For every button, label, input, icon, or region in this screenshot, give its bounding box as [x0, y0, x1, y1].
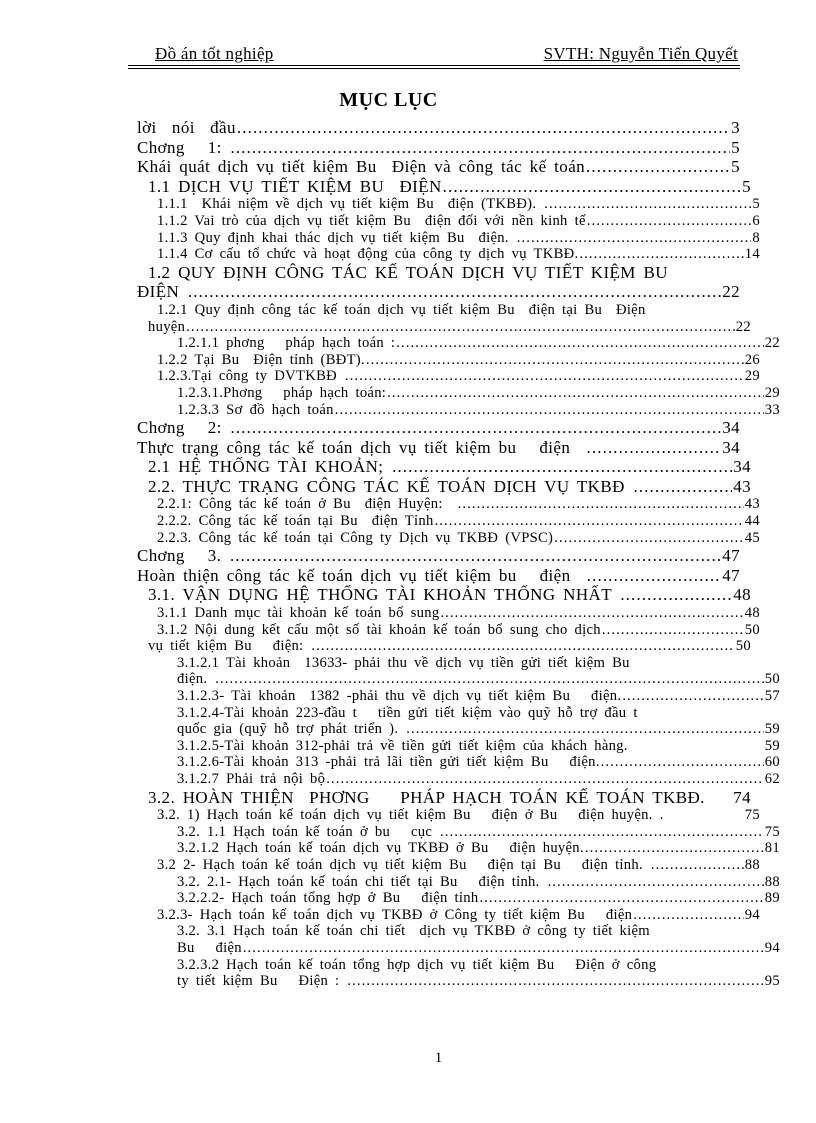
toc-entry: [137, 138, 740, 158]
toc-entry-text: 3.1.2.4-Tài khoản 223-đầu t tiền gửi tiết kiệm vào quỹ hỗ trợ đầu t: [177, 704, 638, 721]
toc-entry: [137, 402, 780, 419]
toc-leader-dots: [335, 402, 764, 419]
toc-page-number: 5: [742, 176, 751, 196]
toc-entry-text: vụ tiết kiệm Bu điện:: [148, 638, 311, 655]
toc-page-number: 33: [764, 401, 780, 418]
toc-entry-text: 3.1.2 Nội dung kết cấu một số tài khoản kế toán bổ sung cho dịch: [157, 621, 601, 638]
toc-entry-text: Hoàn thiện công tác kế toán dịch vụ tiết kiệm bu điện: [137, 565, 586, 585]
toc-entry-text: 3.1.2.1 Tài khoản 13633- phải thu về dịch vụ tiền gửi tiết kiệm Bu: [177, 654, 630, 671]
toc-page-number: 60: [764, 754, 780, 771]
toc-entry-text: 2.2.3. Công tác kế toán tại Công ty Dịch vụ TKBĐ (VPSC): [157, 529, 554, 546]
toc-entry-text: 3.1.2.5-Tài khoản 312-phải trả về tiền gửi tiết kiệm của khách hàng.: [177, 737, 635, 754]
toc-page-number: 8: [752, 229, 760, 246]
toc-page-number: 50: [764, 671, 780, 688]
toc-entry: [137, 738, 780, 755]
toc-entry: [137, 438, 740, 458]
toc-entry-text: 1.2 QUY ĐỊNH CÔNG TÁC KẾ TOÁN DỊCH VỤ TIẾT KIỆM BU: [148, 262, 668, 282]
toc-page-number: 48: [744, 605, 760, 622]
toc-entry-text: 3.1.2.6-Tài khoản 313 -phải trả lãi tiền gửi tiết kiệm Bu điện.: [177, 754, 600, 771]
toc-page-number: 29: [764, 384, 780, 401]
toc-entry: [137, 263, 751, 283]
toc-page-number: 43: [744, 496, 760, 513]
toc-entry: [137, 840, 780, 857]
toc-entry: [137, 213, 760, 230]
toc-leader-dots: [586, 157, 730, 177]
toc-page-number: 22: [722, 282, 740, 302]
toc-leader-dots: [237, 118, 730, 138]
toc-entry-text: 1.1.4 Cơ cấu tổ chức và hoạt động của công ty dịch vụ TKBĐ.: [157, 246, 579, 263]
toc-entry-text: 1.1.2 Vai trò của dịch vụ tiết kiệm Bu điện đối với nền kinh tế: [157, 212, 586, 229]
toc-leader-dots: [387, 385, 764, 402]
toc-page-number: 62: [764, 770, 780, 787]
toc-page-number: 88: [744, 856, 760, 873]
toc-leader-dots: [311, 638, 734, 655]
toc-entry: [137, 857, 760, 874]
toc-leader-dots: [188, 282, 721, 302]
header-rule-bottom: [128, 68, 740, 69]
toc-entry-text: 3.2.3- Hạch toán kế toán dịch vụ TKBĐ ở Công ty tiết kiệm Bu điện: [157, 906, 633, 923]
toc-leader-dots: [587, 438, 722, 458]
toc-entry: [137, 655, 780, 672]
toc-entry-text: 1.2.3.Tại công ty DVTKBĐ: [157, 368, 344, 385]
toc-leader-dots: [651, 857, 744, 874]
toc-page-number: 47: [722, 546, 740, 566]
toc-entry: [137, 638, 751, 655]
toc-entry: [137, 622, 760, 639]
toc-leader-dots: [458, 496, 744, 513]
toc-page-number: 57: [764, 688, 780, 704]
toc-leader-dots: [366, 352, 744, 369]
toc-entry-text: Chơng 3.: [137, 546, 229, 566]
toc-leader-dots: [392, 457, 732, 477]
toc-entry: [137, 513, 760, 530]
toc-page-number: 43: [733, 476, 751, 496]
toc-entry-text: 3.2. 1.1 Hạch toán kế toán ở bu cục: [177, 823, 440, 840]
toc-leader-dots: [587, 213, 752, 230]
toc-leader-dots: [620, 585, 732, 605]
toc-entry: [137, 335, 780, 352]
toc-entry: [137, 496, 760, 513]
toc-entry: [137, 973, 780, 990]
toc-page-number: 94: [744, 906, 760, 923]
toc-entry-text: Chơng 2:: [137, 418, 230, 438]
toc-entry-text: 3.2.2.2- Hạch toán tổng hợp ở Bu điện tỉnh: [177, 890, 479, 907]
toc-entry-text: 1.2.3.1.Phơng pháp hạch toán:: [177, 384, 387, 401]
toc-leader-dots: [633, 907, 744, 924]
toc-entry-text: Chơng 1:: [137, 137, 230, 157]
toc-leader-dots: [186, 319, 735, 336]
toc-page-number: 74: [733, 787, 751, 807]
toc-leader-dots: [230, 418, 721, 438]
toc-entry: [137, 688, 780, 705]
header-rule-top: [128, 65, 740, 66]
toc-page-number: 6: [752, 212, 760, 229]
toc-entry-text: 3.1. VẬN DỤNG HỆ THỐNG TÀI KHOẢN THỐNG NHẤT: [148, 585, 620, 605]
toc-entry: [137, 721, 780, 738]
toc-entry: [137, 177, 751, 197]
toc-page-number: 59: [764, 721, 780, 738]
toc-page-number: 44: [744, 513, 760, 530]
toc-entry-text: 2.2.2. Công tác kế toán tại Bu điện Tỉnh: [157, 513, 434, 530]
toc-page-number: 14: [744, 246, 760, 263]
toc-entry: [137, 546, 740, 566]
toc-page-number: 48: [733, 585, 751, 605]
toc-leader-dots: [585, 840, 764, 857]
toc-entry-text: 3.2 2- Hạch toán kế toán dịch vụ tiết kiệm Bu điện tại Bu điện tỉnh.: [157, 856, 650, 873]
toc-page-number: 34: [733, 457, 751, 477]
toc-entry: [137, 874, 780, 891]
toc-leader-dots: [435, 513, 744, 530]
header-text-row: [128, 44, 740, 64]
toc-page-number: 29: [744, 368, 760, 385]
toc-entry-text: 3.1.2.7 Phải trả nội bộ: [177, 770, 326, 787]
toc-entry: [137, 940, 780, 957]
toc-leader-dots: [345, 368, 744, 385]
toc-entry: [137, 824, 780, 841]
toc-leader-dots: [326, 771, 764, 788]
toc-entry-text: ty tiết kiệm Bu Điện :: [177, 973, 347, 990]
toc-entry: [137, 196, 760, 213]
toc-list: [137, 118, 780, 990]
toc-page-number: 3: [731, 118, 740, 137]
toc-leader-dots: [215, 671, 764, 688]
footer-page-number: 1: [434, 1050, 443, 1066]
toc-page-number: 88: [764, 873, 780, 890]
toc-leader-dots: [479, 890, 763, 907]
toc-leader-dots: [440, 824, 764, 841]
header-right-text: SVTH: Nguyễn Tiến Quyết: [543, 44, 738, 63]
toc-entry-text: ĐIỆN: [137, 282, 187, 302]
toc-entry: [137, 385, 780, 402]
toc-leader-dots: [440, 605, 743, 622]
toc-entry: [137, 807, 760, 824]
toc-entry-text: huyện: [148, 318, 186, 335]
toc-entry: [137, 230, 760, 247]
toc-entry-text: lời nói đầu: [137, 118, 236, 137]
toc-entry: [137, 282, 740, 302]
toc-entry: [137, 368, 760, 385]
toc-page-number: 95: [764, 973, 780, 990]
header-left-text: Đồ án tốt nghiệp: [155, 44, 274, 63]
toc-entry-text: quốc gia (quỹ hỗ trợ phát triển ).: [177, 721, 406, 738]
toc-entry: [137, 754, 780, 771]
toc-leader-dots: [243, 940, 764, 957]
toc-entry-text: 2.1 HỆ THỐNG TÀI KHOẢN;: [148, 457, 392, 477]
toc-title: MỤC LỤC: [339, 89, 438, 111]
toc-entry: [137, 319, 751, 336]
toc-entry-text: 1.2.2 Tại Bu Điện tỉnh (BĐT).: [157, 351, 365, 368]
toc-entry-text: 1.2.1 Quy định công tác kế toán dịch vụ tiết kiệm Bu điện tại Bu Điện: [157, 301, 646, 318]
toc-leader-dots: [633, 477, 732, 497]
toc-entry: [137, 605, 760, 622]
toc-entry-text: 1.1.1 Khái niệm về dịch vụ tiết kiệm Bu điện (TKBĐ).: [157, 196, 544, 213]
page-content: [137, 44, 780, 990]
toc-leader-dots: [622, 688, 763, 705]
toc-entry: [137, 771, 780, 788]
toc-leader-dots: [443, 177, 741, 197]
toc-leader-dots: [347, 973, 763, 990]
toc-entry-text: 3.2.3.2 Hạch toán kế toán tổng hợp dịch vụ tiết kiệm Bu Điện ở công: [177, 956, 657, 973]
toc-page-number: 34: [722, 437, 740, 457]
toc-entry-text: điện.: [177, 671, 215, 688]
toc-entry-text: 3.1.2.3- Tài khoản 1382 -phải thu về dịch vụ tiết kiệm Bu điện.: [177, 688, 622, 704]
toc-page-number: 34: [722, 418, 740, 438]
toc-entry-text: 2.2. THỰC TRẠNG CÔNG TÁC KẾ TOÁN DỊCH VỤ TKBĐ: [148, 476, 633, 496]
toc-leader-dots: [406, 721, 764, 738]
toc-entry: [137, 418, 740, 438]
toc-page-number: 50: [735, 638, 751, 655]
toc-entry: [137, 477, 751, 497]
toc-page-number: 5: [731, 157, 740, 177]
toc-leader-dots: [396, 335, 764, 352]
toc-entry-text: 1.2.1.1 phơng pháp hạch toán :: [177, 335, 396, 352]
toc-entry-text: 3.1.1 Danh mục tài khoản kế toán bổ sung: [157, 605, 440, 622]
toc-entry-text: 3.2.1.2 Hạch toán kế toán dịch vụ TKBĐ ở Bu điện huyện.: [177, 840, 584, 857]
toc-leader-dots: [554, 530, 744, 547]
toc-entry: [137, 246, 760, 263]
toc-entry-text: 1.2.3.3 Sơ đồ hạch toán: [177, 401, 334, 418]
toc-entry: [137, 788, 751, 808]
toc-page-number: 22: [735, 318, 751, 335]
toc-entry-text: Bu điện: [177, 939, 242, 956]
toc-entry: [137, 671, 780, 688]
toc-page-number: 45: [744, 529, 760, 546]
toc-entry: [137, 957, 780, 974]
toc-entry: [137, 907, 760, 924]
toc-page-number: 59: [764, 737, 780, 754]
toc-page-number: 22: [764, 335, 780, 352]
toc-entry: [137, 352, 760, 369]
toc-entry-text: 3.2. 1) Hạch toán kế toán dịch vụ tiết kiệm Bu điện ở Bu điện huyện. .: [157, 807, 664, 824]
toc-entry-text: 3.2. 2.1- Hạch toán kế toán chi tiết tại Bu điện tỉnh.: [177, 873, 547, 890]
toc-page-number: 50: [744, 621, 760, 638]
toc-entry: [137, 118, 740, 138]
toc-entry-text: 1.1 DỊCH VỤ TIẾT KIỆM BU ĐIỆN: [148, 176, 442, 196]
toc-page-number: 75: [764, 823, 780, 840]
toc-page-number: 26: [744, 351, 760, 368]
toc-leader-dots: [587, 566, 721, 586]
toc-entry-text: 2.2.1: Công tác kế toán ở Bu điện Huyện:: [157, 496, 457, 513]
toc-page-number: 94: [764, 939, 780, 956]
toc-page-number: 89: [764, 890, 780, 907]
toc-entry-text: Khái quát dịch vụ tiết kiệm Bu Điện và công tác kế toán: [137, 157, 586, 177]
toc-entry-text: 1.1.3 Quy định khai thác dịch vụ tiết kiệm Bu điện.: [157, 229, 516, 246]
toc-page-number: 5: [752, 196, 760, 213]
toc-leader-dots: [230, 546, 721, 566]
toc-leader-dots: [579, 246, 743, 263]
toc-entry-text: 3.2. HOÀN THIỆN PHƠNG PHÁP HẠCH TOÁN KẾ TOÁN TKBĐ.: [148, 787, 705, 807]
page-header: [128, 44, 740, 69]
toc-leader-dots: [230, 138, 730, 158]
toc-entry: [137, 566, 740, 586]
toc-entry-text: Thực trạng công tác kế toán dịch vụ tiết kiệm bu điện: [137, 437, 586, 457]
toc-entry: [137, 705, 780, 722]
toc-entry: [137, 585, 751, 605]
toc-leader-dots: [544, 196, 751, 213]
toc-entry: [137, 457, 751, 477]
toc-entry-text: 3.2. 3.1 Hạch toán kế toán chi tiết dịch vụ TKBĐ ở công ty tiết kiệm: [177, 923, 650, 940]
toc-leader-dots: [517, 230, 752, 247]
toc-leader-dots: [602, 622, 744, 639]
toc-page-number: 75: [744, 807, 760, 824]
toc-leader-dots: [601, 754, 764, 771]
toc-page-number: 47: [722, 565, 740, 585]
toc-entry: [137, 923, 780, 940]
toc-entry: [137, 157, 740, 177]
toc-entry: [137, 890, 780, 907]
toc-entry: [137, 530, 760, 547]
toc-entry: [137, 302, 760, 319]
toc-page-number: 81: [764, 840, 780, 857]
toc-page-number: 5: [731, 137, 740, 157]
toc-leader-dots: [548, 874, 764, 891]
